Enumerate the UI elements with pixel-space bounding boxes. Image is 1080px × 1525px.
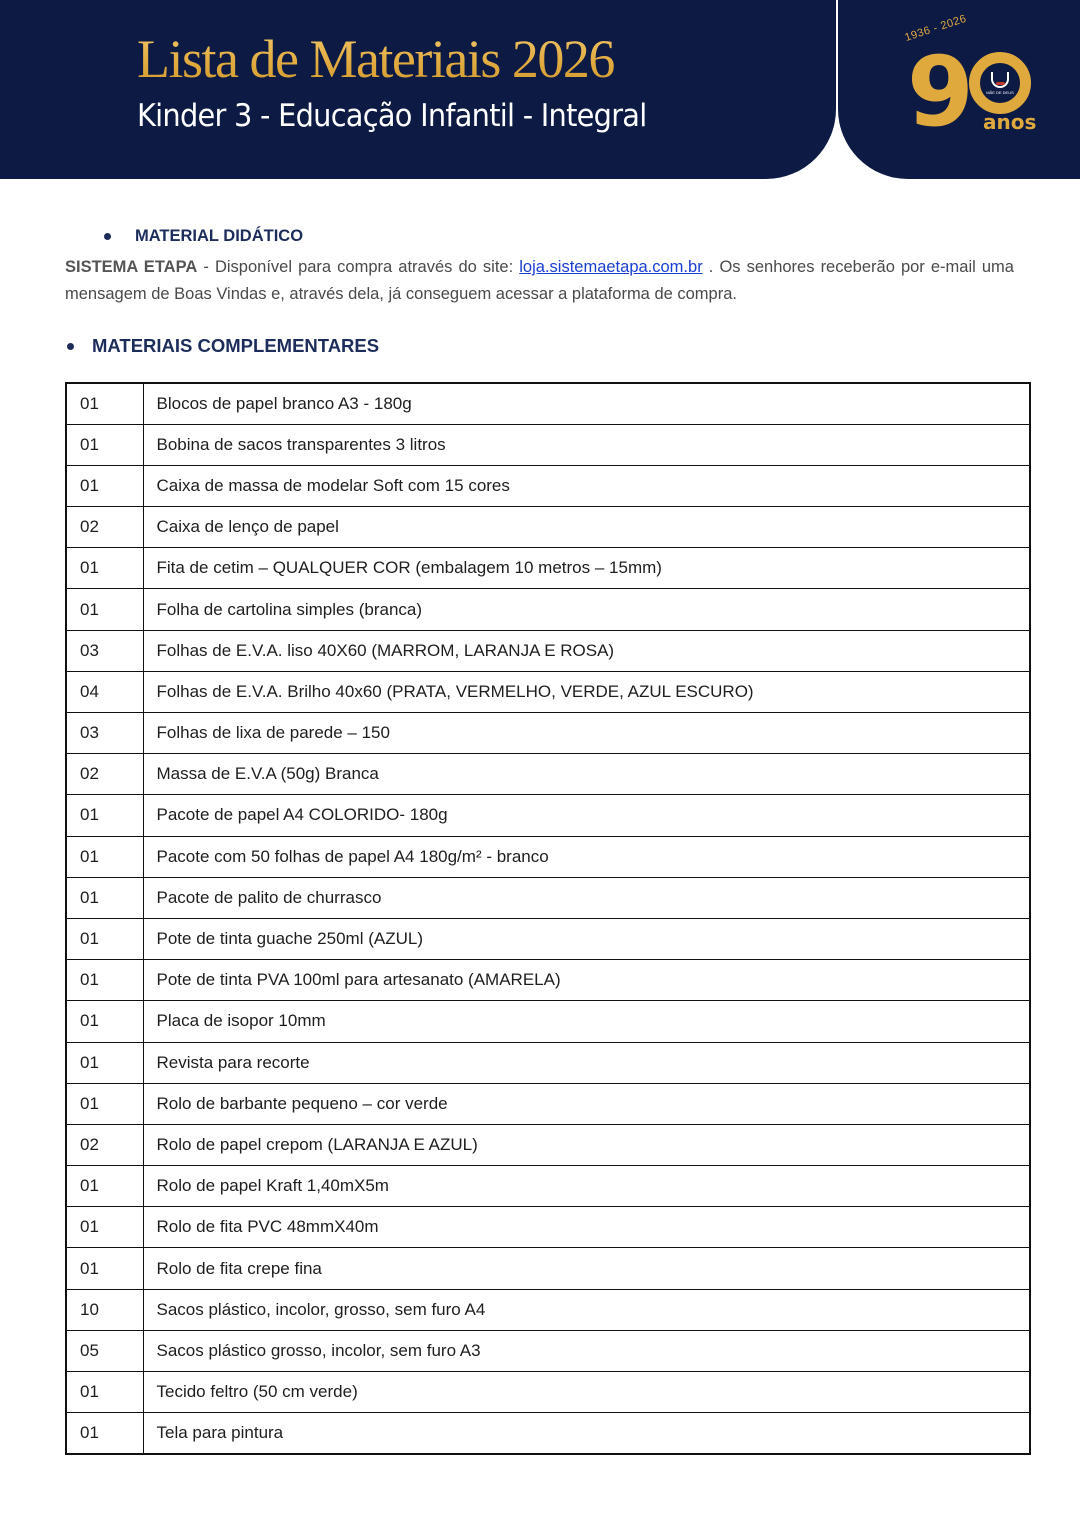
- quantity-cell: 01: [66, 465, 143, 506]
- description-cell: Rolo de fita PVC 48mmX40m: [143, 1207, 1030, 1248]
- description-cell: Pacote com 50 folhas de papel A4 180g/m² - branco: [143, 836, 1030, 877]
- table-row: [66, 1207, 1030, 1248]
- crest-text: MÃE DE DEUS: [986, 89, 1014, 95]
- table-row: [66, 1166, 1030, 1207]
- table-row: [66, 713, 1030, 754]
- quantity-cell: 02: [66, 1124, 143, 1165]
- table-row: [66, 507, 1030, 548]
- bullet-icon: [104, 233, 111, 240]
- quantity-cell: 01: [66, 1042, 143, 1083]
- school-crest-icon: [981, 64, 1019, 102]
- table-row: [66, 383, 1030, 424]
- quantity-cell: 01: [66, 1083, 143, 1124]
- description-cell: Sacos plástico grosso, incolor, sem furo A3: [143, 1330, 1030, 1371]
- logo-number-nine: 9: [907, 36, 968, 148]
- quantity-cell: 01: [66, 1207, 143, 1248]
- quantity-cell: 04: [66, 671, 143, 712]
- quantity-cell: 03: [66, 630, 143, 671]
- table-row: [66, 960, 1030, 1001]
- section-heading-text: MATERIAIS COMPLEMENTARES: [92, 335, 380, 356]
- table-row: [66, 1042, 1030, 1083]
- logo-label: anos: [983, 110, 1037, 134]
- description-cell: Bobina de sacos transparentes 3 litros: [143, 424, 1030, 465]
- quantity-cell: 10: [66, 1289, 143, 1330]
- description-cell: Pote de tinta PVA 100ml para artesanato (AMARELA): [143, 960, 1030, 1001]
- section-heading-material-didatico: [104, 227, 303, 246]
- table-row: [66, 548, 1030, 589]
- description-cell: Fita de cetim – QUALQUER COR (embalagem 10 metros – 15mm): [143, 548, 1030, 589]
- anniversary-logo: [903, 12, 1037, 148]
- description-cell: Folhas de E.V.A. Brilho 40x60 (PRATA, VERMELHO, VERDE, AZUL ESCURO): [143, 671, 1030, 712]
- table-row: [66, 836, 1030, 877]
- description-cell: Caixa de lenço de papel: [143, 507, 1030, 548]
- description-cell: Pacote de papel A4 COLORIDO- 180g: [143, 795, 1030, 836]
- table-row: [66, 1330, 1030, 1371]
- description-cell: Folha de cartolina simples (branca): [143, 589, 1030, 630]
- description-cell: Rolo de fita crepe fina: [143, 1248, 1030, 1289]
- table-row: [66, 1124, 1030, 1165]
- description-cell: Tela para pintura: [143, 1413, 1030, 1454]
- quantity-cell: 05: [66, 1330, 143, 1371]
- materials-table: [65, 382, 1031, 1455]
- quantity-cell: 02: [66, 507, 143, 548]
- description-cell: Rolo de papel crepom (LARANJA E AZUL): [143, 1124, 1030, 1165]
- description-cell: Folhas de E.V.A. liso 40X60 (MARROM, LARANJA E ROSA): [143, 630, 1030, 671]
- description-cell: Placa de isopor 10mm: [143, 1001, 1030, 1042]
- quantity-cell: 03: [66, 713, 143, 754]
- description-cell: Revista para recorte: [143, 1042, 1030, 1083]
- bullet-icon: [67, 343, 74, 350]
- description-cell: Sacos plástico, incolor, grosso, sem furo A4: [143, 1289, 1030, 1330]
- table-row: [66, 795, 1030, 836]
- section-heading-text: MATERIAL DIDÁTICO: [135, 227, 304, 245]
- page-title: Lista de Materiais 2026: [137, 29, 614, 89]
- table-row: [66, 1413, 1030, 1454]
- brand-name: SISTEMA ETAPA: [65, 258, 198, 276]
- quantity-cell: 01: [66, 795, 143, 836]
- page-header: [0, 0, 1080, 179]
- material-didatico-paragraph: [65, 254, 1014, 308]
- table-row: [66, 754, 1030, 795]
- quantity-cell: 01: [66, 424, 143, 465]
- description-cell: Rolo de papel Kraft 1,40mX5m: [143, 1166, 1030, 1207]
- store-link[interactable]: loja.sistemaetapa.com.br: [519, 258, 703, 276]
- table-row: [66, 424, 1030, 465]
- quantity-cell: 01: [66, 1372, 143, 1413]
- materials-table-body: [66, 383, 1030, 1454]
- paragraph-text-after-link: . Os senhores receberão por e-mail uma mensagem de Boas Vindas e, através dela, já conseguem acessar a plataforma de compra.: [65, 258, 1014, 303]
- table-row: [66, 1289, 1030, 1330]
- quantity-cell: 01: [66, 1166, 143, 1207]
- section-heading-materiais-complementares: [65, 335, 379, 357]
- description-cell: Caixa de massa de modelar Soft com 15 cores: [143, 465, 1030, 506]
- quantity-cell: 01: [66, 960, 143, 1001]
- quantity-cell: 02: [66, 754, 143, 795]
- table-row: [66, 1372, 1030, 1413]
- description-cell: Tecido feltro (50 cm verde): [143, 1372, 1030, 1413]
- description-cell: Massa de E.V.A (50g) Branca: [143, 754, 1030, 795]
- page-subtitle: Kinder 3 - Educação Infantil - Integral: [137, 98, 647, 134]
- table-row: [66, 877, 1030, 918]
- quantity-cell: 01: [66, 1248, 143, 1289]
- quantity-cell: 01: [66, 589, 143, 630]
- quantity-cell: 01: [66, 1001, 143, 1042]
- quantity-cell: 01: [66, 836, 143, 877]
- logo-years: 1936 - 2026: [903, 12, 969, 44]
- table-row: [66, 1083, 1030, 1124]
- table-row: [66, 1248, 1030, 1289]
- quantity-cell: 01: [66, 383, 143, 424]
- description-cell: Rolo de barbante pequeno – cor verde: [143, 1083, 1030, 1124]
- description-cell: Folhas de lixa de parede – 150: [143, 713, 1030, 754]
- quantity-cell: 01: [66, 1413, 143, 1454]
- table-row: [66, 918, 1030, 959]
- table-row: [66, 465, 1030, 506]
- table-row: [66, 1001, 1030, 1042]
- table-row: [66, 589, 1030, 630]
- table-row: [66, 630, 1030, 671]
- description-cell: Blocos de papel branco A3 - 180g: [143, 383, 1030, 424]
- description-cell: Pacote de palito de churrasco: [143, 877, 1030, 918]
- crest-shield-icon: [991, 72, 1009, 88]
- paragraph-text-before-link: - Disponível para compra através do site:: [197, 258, 520, 276]
- quantity-cell: 01: [66, 877, 143, 918]
- quantity-cell: 01: [66, 548, 143, 589]
- quantity-cell: 01: [66, 918, 143, 959]
- table-row: [66, 671, 1030, 712]
- description-cell: Pote de tinta guache 250ml (AZUL): [143, 918, 1030, 959]
